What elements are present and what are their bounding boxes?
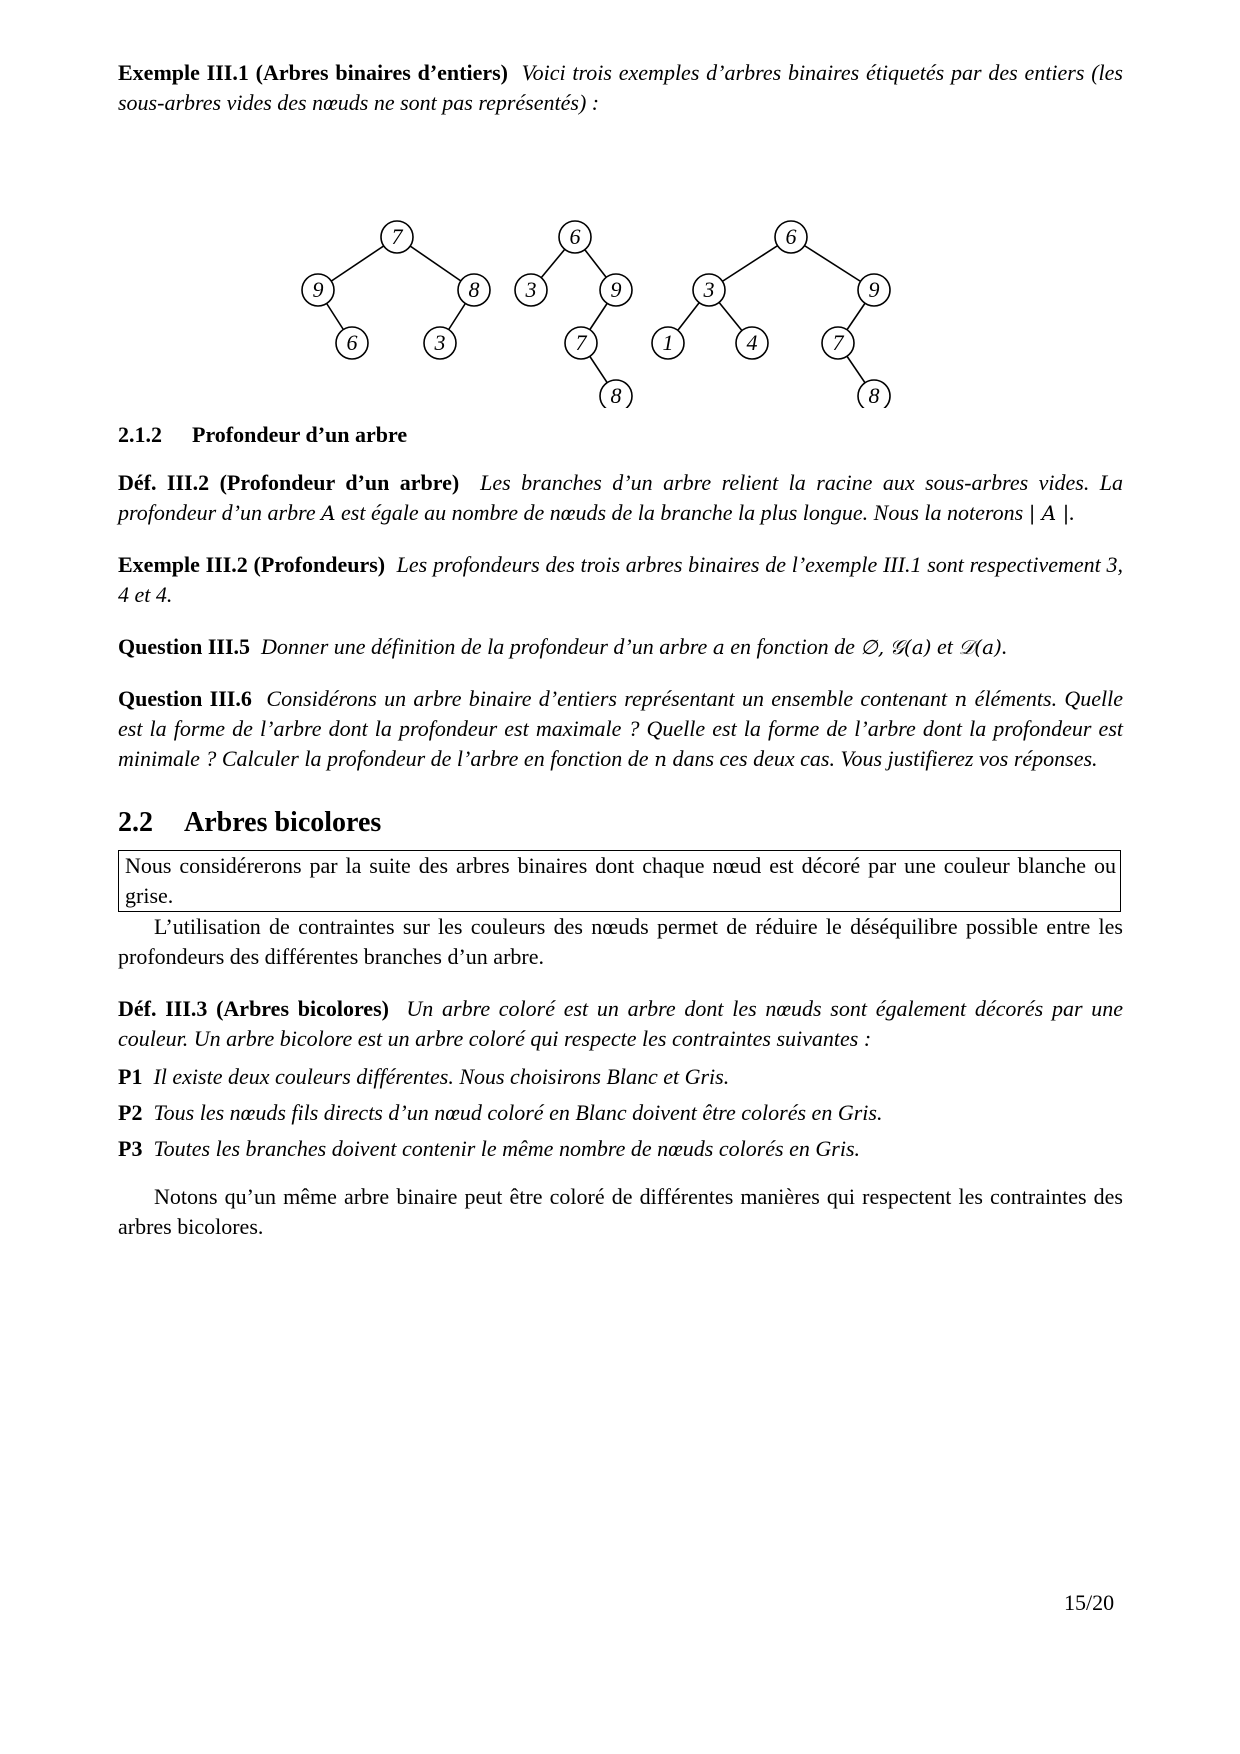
math-var: n [954,687,968,711]
tree-node [424,327,456,359]
question-text: en fonction de [730,634,855,659]
tree-node [381,221,413,253]
subsection-number: 2.1.2 [118,422,162,447]
example-label: Exemple III.1 (Arbres binaires d’entiers) [118,60,508,85]
math-var: n [654,747,667,771]
svg-text:7: 7 [575,330,587,355]
paragraph: L’utilisation de contraintes sur les couleurs des nœuds permet de réduire le déséquilibre possible entre les profondeurs des différentes branches d’un arbre. [118,914,1123,969]
property-text: Il existe deux couleurs différentes. Nous choisirons Blanc et Gris. [153,1064,730,1089]
tree-1 [302,221,490,359]
svg-text:7: 7 [832,330,844,355]
example-III-2 [118,550,1123,610]
tree-2 [515,221,632,408]
definition-text: est égale au nombre de nœuds de la branche la plus longue. Nous la noterons [341,500,1024,525]
definition-III-3 [118,994,1123,1054]
subsection-title: Profondeur d’un arbre [192,422,408,447]
svg-text:6: 6 [346,330,358,355]
definition-text: Un arbre coloré est un arbre dont les nœuds sont également décorés par une couleur. Un arbre bicolore est un arbre coloré qui respecte les contraintes suivantes : [118,996,1123,1051]
tree-node [515,274,547,306]
example-label: Exemple III.2 (Profondeurs) [118,552,386,577]
math-empty-set: ∅, [860,635,885,659]
trees-svg [118,140,1123,408]
boxed-statement: Nous considérerons par la suite des arbres binaires dont chaque nœud est décoré par une couleur blanche ou grise. [118,850,1121,912]
tree-node [600,274,632,306]
property-label: P2 [118,1100,143,1125]
tree-node [600,380,632,408]
math-right-subtree: 𝒟(a) [958,635,1002,659]
tree-figures [118,140,1123,408]
definition-label: Déf. III.2 (Profondeur d’un arbre) [118,470,460,495]
tree-node [775,221,807,253]
question-III-6 [118,684,1123,774]
math-var: A [321,501,336,525]
tree-node [858,274,890,306]
tree-node [336,327,368,359]
question-text: éléments. Quelle est la forme de l’arbre dont la profondeur est maximale ? Quelle est la forme de l’arbre dont la profondeur est minimale ? Calculer la profondeur de l’arbre en fonction de [118,686,1124,771]
tree-node [652,327,684,359]
svg-text:8: 8 [468,277,480,302]
svg-text:8: 8 [868,383,880,408]
tree-node [822,327,854,359]
tree-node [858,380,890,408]
svg-text:6: 6 [569,224,581,249]
subsection-heading [118,420,1123,450]
definition-label: Déf. III.3 (Arbres bicolores) [118,996,389,1021]
math-notation: | A | [1028,501,1070,525]
section-number: 2.2 [118,807,153,838]
section-title: Arbres bicolores [184,807,382,838]
property-label: P1 [118,1064,143,1089]
math-left-subtree: 𝒢(a) [889,635,932,659]
question-text: dans ces deux cas. Vous justifierez vos réponses. [672,746,1098,771]
section-heading [118,806,1123,840]
example-text: Voici trois exemples d’arbres binaires étiquetés par des entiers (les sous-arbres vides des nœuds ne sont pas représentés) : [118,60,1123,115]
tree-node [559,221,591,253]
property-item [118,1062,1123,1092]
property-text: Tous les nœuds fils directs d’un nœud coloré en Blanc doivent être colorés en Gris. [153,1100,883,1125]
question-III-5 [118,632,1123,662]
property-item [118,1134,1123,1164]
page-number: 15/20 [1064,1590,1115,1615]
tree-node [458,274,490,306]
question-text: Considérons un arbre binaire d’entiers représentant un ensemble contenant [266,686,948,711]
tree-node [693,274,725,306]
svg-text:3: 3 [525,277,537,302]
svg-text:1: 1 [662,330,674,355]
svg-text:3: 3 [434,330,446,355]
svg-text:9: 9 [868,277,880,302]
property-text: Toutes les branches doivent contenir le même nombre de nœuds colorés en Gris. [153,1136,860,1161]
definition-III-2 [118,468,1123,528]
tree-node [302,274,334,306]
property-label: P3 [118,1136,143,1161]
page-content [118,58,1123,1242]
question-label: Question III.6 [118,686,252,711]
question-text: . [1001,634,1008,659]
svg-text:9: 9 [312,277,324,302]
property-item [118,1098,1123,1128]
example-III-1 [118,58,1123,118]
question-label: Question III.5 [118,634,251,659]
definition-text: . [1069,500,1075,525]
tree-node [736,327,768,359]
svg-text:7: 7 [391,224,403,249]
svg-text:6: 6 [785,224,797,249]
tree-node [565,327,597,359]
paragraph: Notons qu’un même arbre binaire peut être coloré de différentes manières qui respectent les contraintes des arbres bicolores. [118,1184,1123,1239]
definition-text: Les branches d’un arbre relient la racine aux sous-arbres vides. La profondeur d’un arbre [118,470,1124,525]
svg-text:3: 3 [703,277,715,302]
svg-text:4: 4 [746,330,758,355]
math-var: a [712,635,725,659]
svg-text:8: 8 [610,383,622,408]
question-text: Donner une définition de la profondeur d’un arbre [261,634,708,659]
svg-text:9: 9 [610,277,622,302]
question-text: et [936,634,953,659]
example-text: Les profondeurs des trois arbres binaires de l’exemple III.1 sont respectivement 3, 4 et 4. [118,552,1123,607]
